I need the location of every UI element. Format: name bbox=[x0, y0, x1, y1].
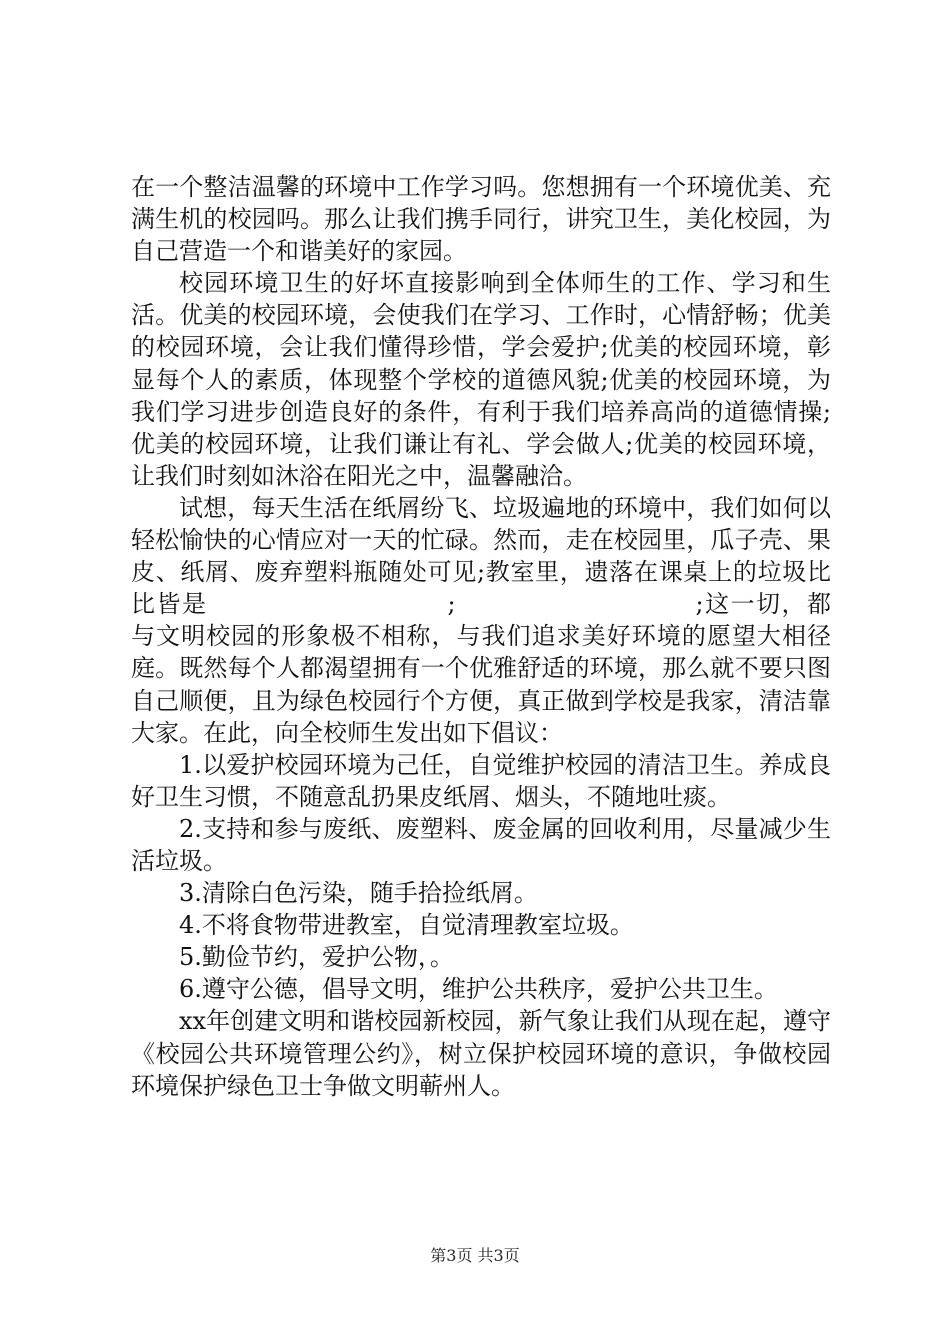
proposal-item-4: 4.不将食物带进教室，自觉清理教室垃圾。 bbox=[179, 911, 634, 940]
paragraph-current-situation bbox=[131, 492, 831, 749]
paragraph-intro: 在一个整洁温馨的环境中工作学习吗。您想拥有一个环境优美、充满生机的校园吗。那么让我们携手同行，讲究卫生，美化校园，为自己营造一个和谐美好的家园。 bbox=[131, 173, 831, 266]
proposal-item-2: 2.支持和参与废纸、废塑料、废金属的回收利用，尽量减少生活垃圾。 bbox=[131, 814, 831, 875]
proposal-item-1: 1.以爱护校园环境为己任，自觉维护校园的清洁卫生。养成良好卫生习惯，不随意乱扔果皮纸屑、烟头，不随地吐痰。 bbox=[131, 750, 831, 811]
page-number-footer: 第3页 共3页 bbox=[430, 1246, 520, 1265]
paragraph-current-situation-part-a: 试想，每天生活在纸屑纷飞、垃圾遍地的环境中，我们如何以轻松愉快的心情应对一天的忙碌。然而，走在校园里，瓜子壳、果皮、纸屑、废弃塑料瓶随处可见;教室里，遗落在课桌上的垃圾比比皆是 bbox=[131, 493, 831, 619]
proposal-item-3: 3.清除白色污染，随手拾捡纸屑。 bbox=[179, 879, 538, 908]
paragraph-environment-importance: 校园环境卫生的好坏直接影响到全体师生的工作、学习和生活。优美的校园环境，会使我们在学习、工作时，心情舒畅；优美的校园环境，会让我们懂得珍惜，学会爱护;优美的校园环境，彰显每个人的素质，体现整个学校的道德风貌;优美的校园环境，为我们学习进步创造良好的条件，有利于我们培养高尚的道德情操;优美的校园环境，让我们谦让有礼、学会做人;优美的校园环境，让我们时刻如沐浴在阳光之中，温馨融洽。 bbox=[131, 269, 831, 490]
proposal-item-5: 5.勤俭节约，爱护公物，。 bbox=[179, 943, 454, 972]
paragraph-current-situation-part-c: ;这一切，都与文明校园的形象极不相称，与我们追求美好环境的愿望大相径庭。既然每个人都渴望拥有一个优雅舒适的环境，那么就不要只图自己顺便，且为绿色校园行个方便，真正做到学校是我家，清洁靠大家。在此，向全校师生发出如下倡议： bbox=[131, 590, 831, 747]
paragraph-current-situation-part-b: ; bbox=[447, 590, 456, 619]
document-body bbox=[131, 171, 831, 1102]
proposal-item-6: 6.遵守公德，倡导文明，维护公共秩序，爱护公共卫生。 bbox=[179, 975, 778, 1004]
paragraph-closing: xx年创建文明和谐校园新校园，新气象让我们从现在起，遵守《校园公共环境管理公约》，树立保护校园环境的意识，争做校园环境保护绿色卫士争做文明蕲州人。 bbox=[131, 1007, 831, 1100]
